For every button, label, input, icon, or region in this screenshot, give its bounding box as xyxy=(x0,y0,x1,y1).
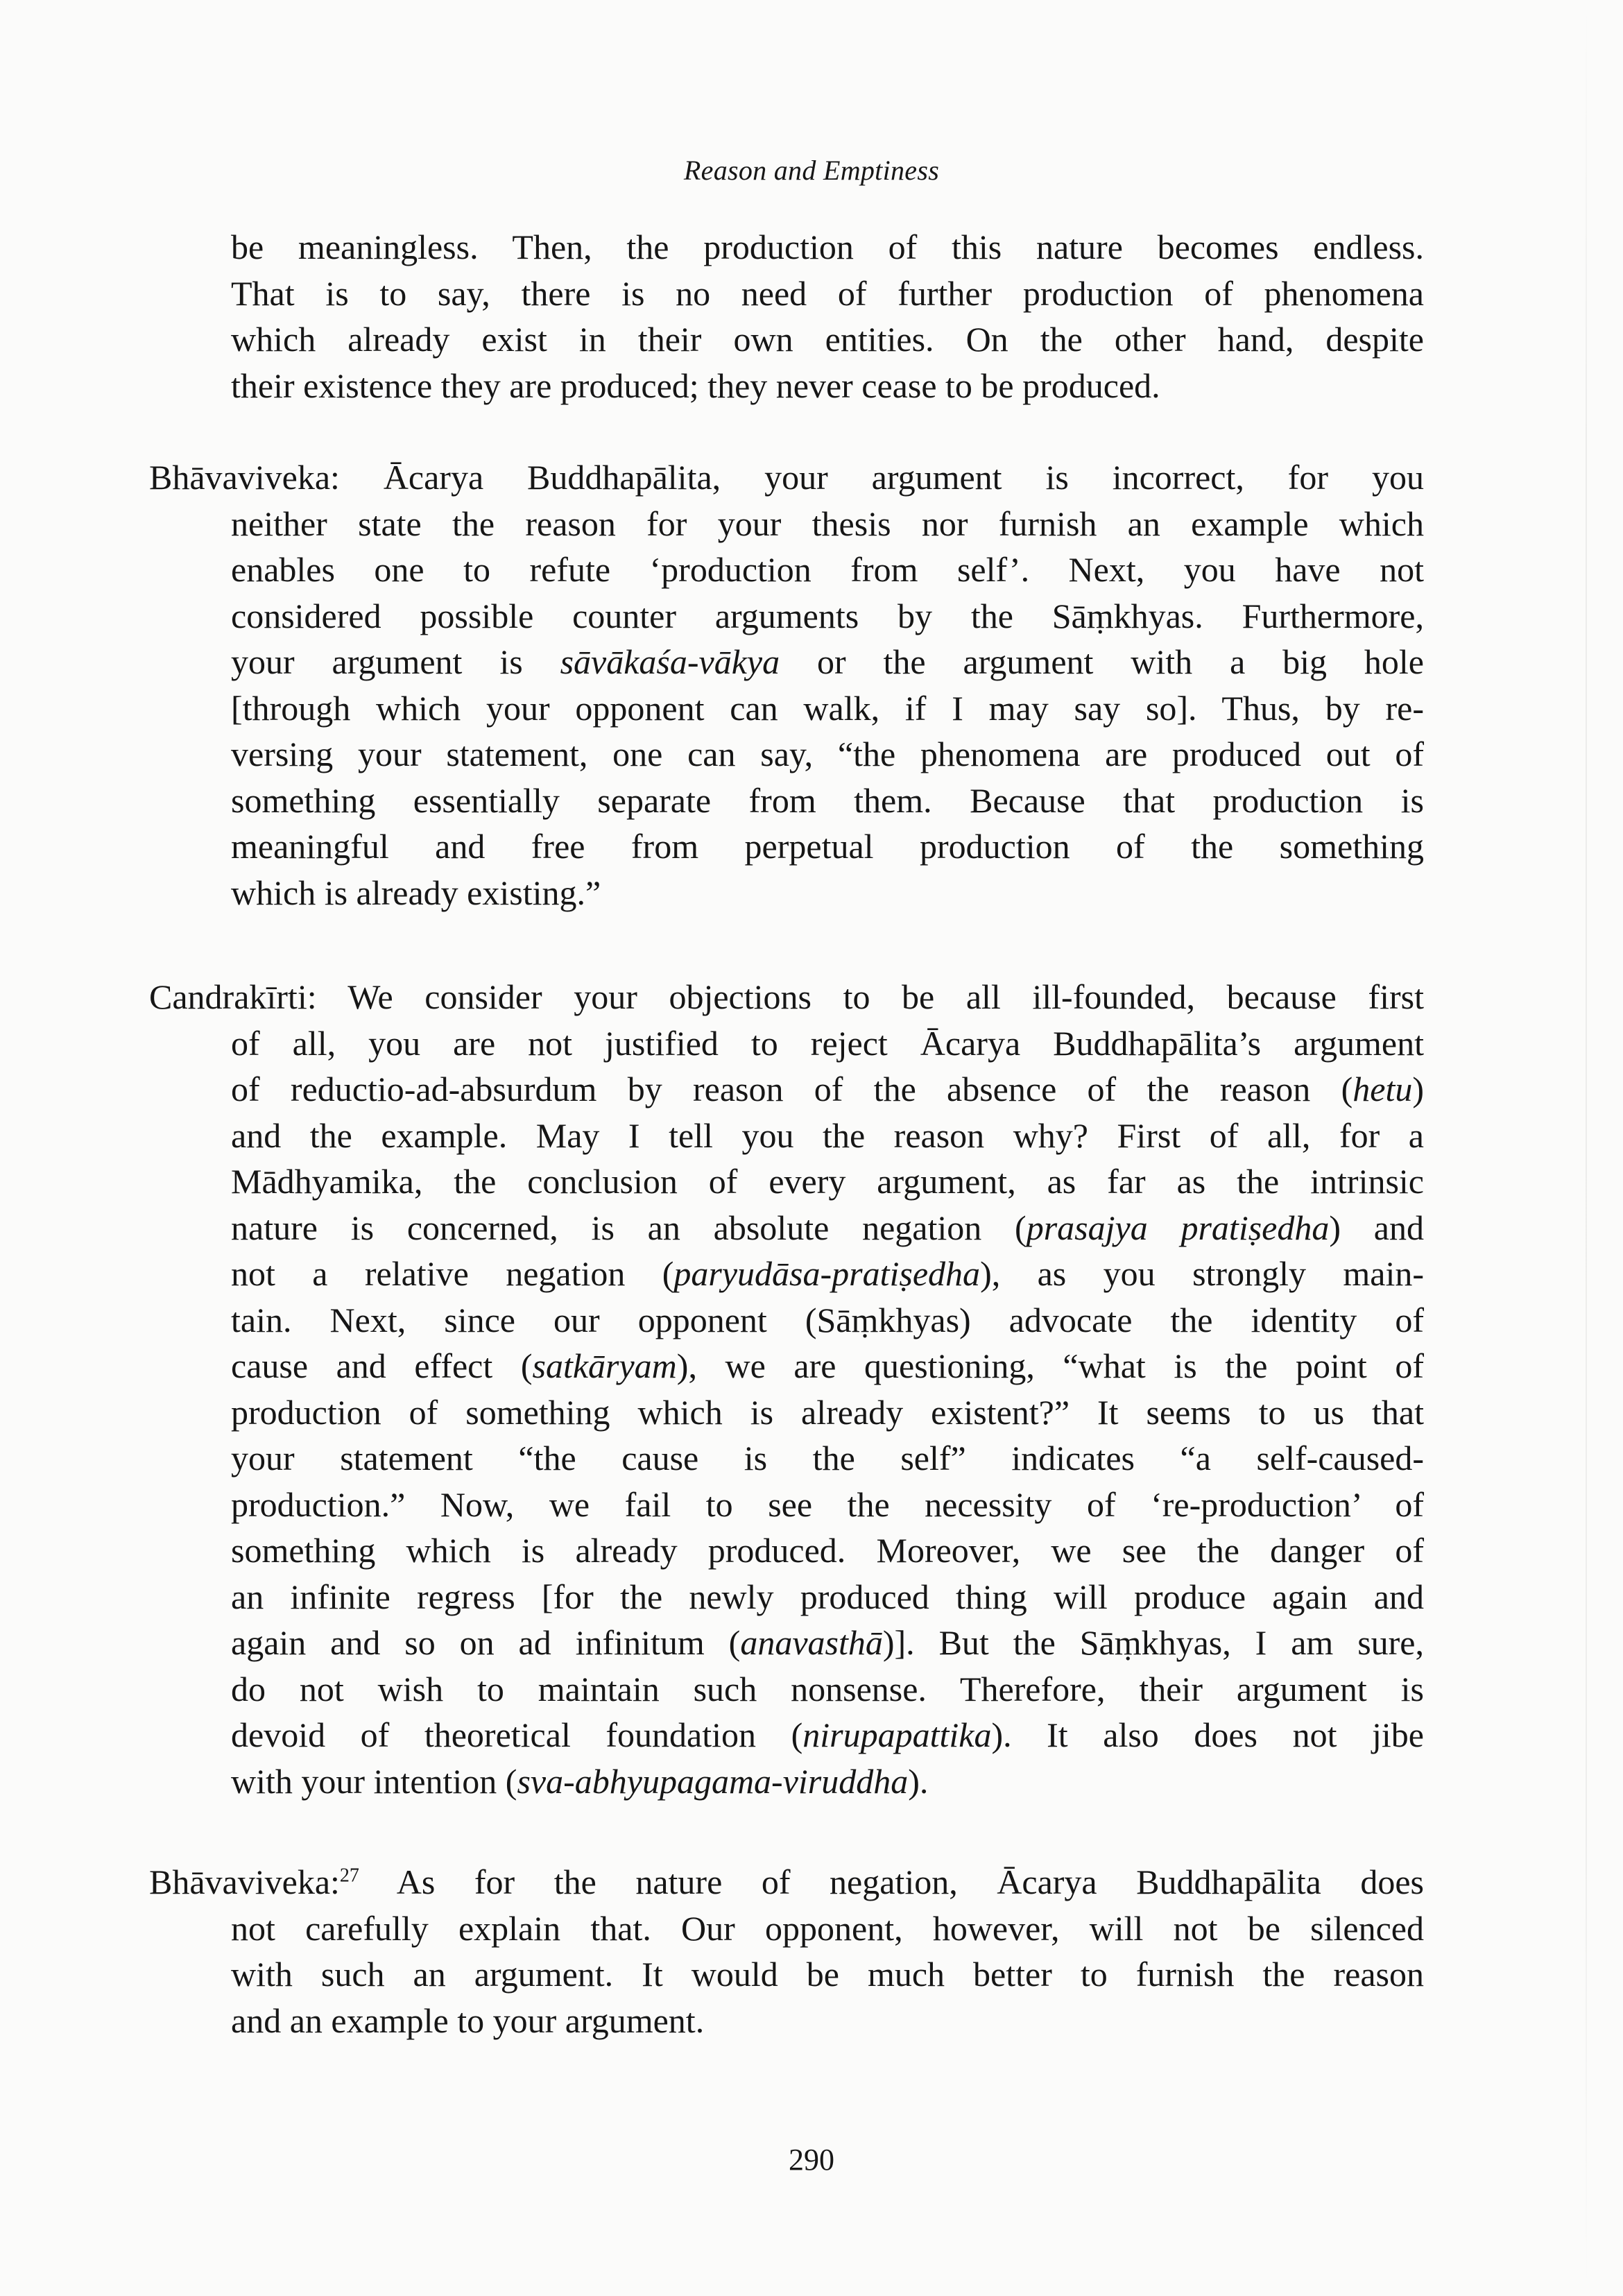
sanskrit-term: anavasthā xyxy=(740,1623,883,1662)
text-line: of all, you are not justified to reject Ācarya Buddhapālita’s argument xyxy=(231,1023,1424,1063)
text-line: nature is concerned, is an absolute negation (prasajya pratiṣedha) and xyxy=(231,1208,1425,1247)
text-line: with your intention (sva-abhyupagama-viruddha). xyxy=(231,1761,929,1801)
text-line: do not wish to maintain such nonsense. Therefore, their argument is xyxy=(231,1669,1424,1708)
text-line: cause and effect (satkāryam), we are questioning, “what is the point of xyxy=(231,1346,1424,1385)
page-edge-shadow xyxy=(1586,0,1587,2296)
dialogue-bhavaviveka-1 xyxy=(149,454,1424,916)
text-line: Mādhyamika, the conclusion of every argument, as far as the intrinsic xyxy=(231,1162,1424,1201)
text-line: enables one to refute ‘production from self’. Next, you have not xyxy=(231,550,1424,589)
sanskrit-term: sāvākaśa-vākya xyxy=(560,642,780,681)
text-line: with such an argument. It would be much better to furnish the reason xyxy=(231,1955,1424,1994)
footnote-marker: 27 xyxy=(339,1865,359,1887)
speaker-name: Bhāvaviveka: xyxy=(149,1862,340,1901)
text-line: [through which your opponent can walk, if I may say so]. Thus, by re- xyxy=(231,688,1424,728)
text-line: Candrakīrti: We consider your objections to be all ill-founded, because first xyxy=(149,977,1424,1016)
text-line: again and so on ad infinitum (anavasthā)]. But the Sāṃkhyas, I am sure, xyxy=(231,1623,1424,1662)
dialogue-candrakirti xyxy=(149,974,1424,1804)
text-line: not carefully explain that. Our opponent, however, will not be silenced xyxy=(231,1908,1424,1948)
running-head: Reason and Emptiness xyxy=(683,155,940,186)
text-line: That is to say, there is no need of further production of phenomena xyxy=(231,273,1424,313)
text-line: production of something which is already existent?” It seems to us that xyxy=(231,1392,1424,1432)
text-line: Bhāvaviveka: Ācarya Buddhapālita, your argument is incorrect, for you xyxy=(149,458,1424,497)
text-line: of reductio-ad-absurdum by reason of the absence of the reason (hetu) xyxy=(231,1070,1424,1108)
sanskrit-term: paryudāsa-pratiṣedha xyxy=(673,1254,981,1293)
text-line: your statement “the cause is the self” indicates “a self-caused- xyxy=(231,1439,1424,1477)
continuation-paragraph xyxy=(231,224,1424,409)
page-number: 290 xyxy=(789,2143,834,2177)
dialogue-bhavaviveka-2 xyxy=(149,1859,1424,2044)
text-line: devoid of theoretical foundation (nirupapattika). It also does not jibe xyxy=(231,1715,1424,1754)
speaker-name: Bhāvaviveka: xyxy=(149,458,340,497)
text-line: something which is already produced. Moreover, we see the danger of xyxy=(231,1531,1424,1570)
text-line: considered possible counter arguments by the Sāṃkhyas. Furthermore, xyxy=(231,596,1424,635)
text-line: which already exist in their own entities. On the other hand, despite xyxy=(231,320,1424,359)
text-line: and an example to your argument. xyxy=(231,2001,705,2040)
sanskrit-term: prasajya pratiṣedha xyxy=(1026,1208,1330,1247)
sanskrit-term: hetu xyxy=(1352,1070,1413,1108)
text-line: production.” Now, we fail to see the necessity of ‘re-production’ of xyxy=(231,1484,1424,1524)
text-line: Bhāvaviveka:$^{27}$ As for the nature of negation, Ācarya Buddhapālita does xyxy=(149,1862,1424,1901)
sanskrit-term: satkāryam xyxy=(532,1346,677,1385)
text-line: something essentially separate from them. Because that production is xyxy=(231,780,1424,820)
text-line: their existence they are produced; they never cease to be produced. xyxy=(231,366,1160,405)
text-line: and the example. May I tell you the reason why? First of all, for a xyxy=(231,1115,1424,1155)
sanskrit-term: sva-abhyupagama-viruddha xyxy=(517,1761,909,1801)
text-line: neither state the reason for your thesis nor furnish an example which xyxy=(231,504,1424,543)
text-line: meaningful and free from perpetual production of the something xyxy=(231,827,1424,866)
text-line: an infinite regress [for the newly produced thing will produce again and xyxy=(231,1577,1424,1616)
text-line: versing your statement, one can say, “the phenomena are produced out of xyxy=(231,735,1424,773)
sanskrit-term: nirupapattika xyxy=(802,1715,992,1754)
text-line: tain. Next, since our opponent (Sāṃkhyas) advocate the identity of xyxy=(231,1300,1424,1339)
text-line: which is already existing.” xyxy=(231,873,601,912)
text-line: your argument is sāvākaśa-vākya or the argument with a big hole xyxy=(231,642,1424,681)
speaker-name: Candrakīrti: xyxy=(149,977,317,1016)
text-line: be meaningless. Then, the production of this nature becomes endless. xyxy=(231,228,1424,266)
text-line: not a relative negation (paryudāsa-pratiṣedha), as you strongly main- xyxy=(231,1254,1424,1293)
